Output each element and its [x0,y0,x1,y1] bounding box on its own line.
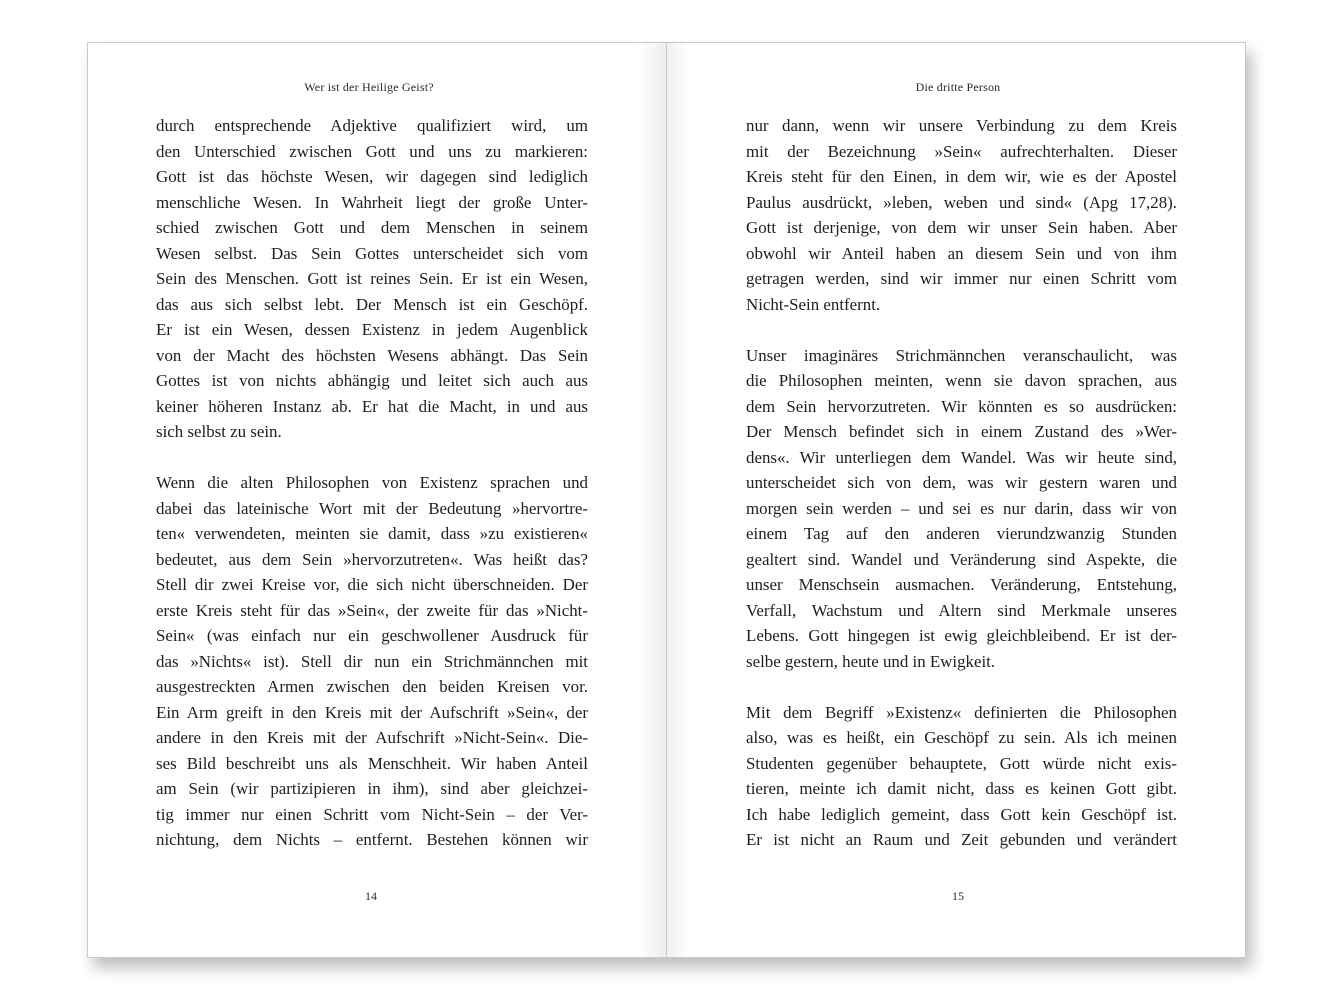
book-spread [87,42,1246,958]
text-line: Studenten gegenüber behauptete, Gott würde nicht exis- [746,753,1177,773]
text-line: sich selbst zu sein. [156,422,282,441]
text-line: getragen werden, sind wir immer nur einen Schritt vom [746,269,1177,288]
text-line: bedeutet, aus dem Sein »hervorzutreten«. Was heißt das? [156,549,588,569]
text-line: also, was es heißt, ein Geschöpf zu sein. Als ich meinen [746,728,1177,747]
text-line: tig immer nur einen Schritt vom Nicht-Sein – der Ver- [156,804,588,824]
text-line: schied zwischen Gott und dem Menschen in seinem [156,218,588,237]
page-body [746,113,1177,853]
text-line: Nicht-Sein entfernt. [746,294,881,314]
left-page [87,42,667,958]
text-line: unterscheidet sich von dem, was wir gestern waren und [746,473,1177,492]
text-line: menschliche Wesen. In Wahrheit liegt der große Unter- [156,192,588,212]
text-line: Paulus ausdrückt, »leben, weben und sind« (Apg 17,28). [746,192,1177,212]
text-line: Unser imaginäres Strichmännchen veranschaulicht, was [746,345,1177,365]
text-line: Wenn die alten Philosophen von Existenz sprachen und [156,473,588,492]
text-line: von der Macht des höchsten Wesens abhängt. Das Sein [156,345,588,365]
text-line: Verfall, Wachstum und Altern sind Merkmale unseres [746,600,1177,620]
text-line: andere in den Kreis mit der Aufschrift »Nicht-Sein«. Die- [156,728,588,747]
text-line: ten« verwendeten, meinten sie damit, dass »zu existieren« [156,524,588,543]
text-line: das »Nichts« ist). Stell dir nun ein Strichmännchen mit [156,651,588,671]
right-page [666,42,1246,958]
text-line: nichtung, dem Nichts – entfernt. Bestehen können wir [156,830,588,849]
text-line: unser Menschsein ausmachen. Veränderung, Entstehung, [746,575,1177,594]
text-line: dens«. Wir unterliegen dem Wandel. Was wir heute sind, [746,447,1177,467]
paragraph-gap [156,445,588,471]
paragraph [746,343,1177,675]
text-line: ausgestreckten Armen zwischen den beiden Kreisen vor. [156,677,588,696]
text-line: gealtert sind. Wandel und Veränderung sind Aspekte, die [746,549,1177,569]
text-line: dabei das lateinische Wort mit der Bedeutung »hervortre- [156,498,588,518]
text-line: selbe gestern, heute und in Ewigkeit. [746,651,996,671]
text-line: erste Kreis steht für das »Sein«, der zweite für das »Nicht- [156,600,588,620]
text-line: dem Sein hervorzutreten. Wir könnten es so ausdrücken: [746,396,1177,416]
text-line: Wesen selbst. Das Sein Gottes unterscheidet sich vom [156,243,588,263]
text-line: mit der Bezeichnung »Sein« aufrechterhalten. Dieser [746,141,1177,161]
text-line: Ein Arm greift in den Kreis mit der Aufschrift »Sein«, der [156,702,588,722]
paragraph [156,113,588,445]
paragraph [746,113,1177,317]
text-line: Stell dir zwei Kreise vor, die sich nicht überschneiden. Der [156,575,588,594]
text-line: Er ist ein Wesen, dessen Existenz in jedem Augenblick [156,320,588,339]
running-head: Die dritte Person [915,80,1001,94]
text-line: Sein« (was einfach nur ein geschwollener Ausdruck für [156,626,588,645]
text-line: morgen sein werden – und sei es nur darin, dass wir von [746,498,1177,518]
page-body [156,113,588,853]
running-head: Wer ist der Heilige Geist? [304,80,434,94]
text-line: obwohl wir Anteil haben an diesem Sein und von ihm [746,243,1177,263]
text-line: Kreis steht für den Einen, in dem wir, wie es der Apostel [746,167,1177,186]
text-line: nur dann, wenn wir unsere Verbindung zu dem Kreis [746,116,1177,135]
paragraph [746,700,1177,853]
gutter-shadow [667,43,689,957]
text-line: keiner höheren Instanz ab. Er hat die Macht, in und aus [156,396,588,416]
text-line: Ich habe lediglich gemeint, dass Gott kein Geschöpf ist. [746,804,1177,824]
paragraph [156,470,588,853]
text-line: am Sein (wir partizipieren in ihm), sind aber gleichzei- [156,779,588,798]
text-line: die Philosophen meinten, wenn sie davon sprachen, aus [746,371,1177,390]
text-line: Gott ist das höchste Wesen, wir dagegen sind lediglich [156,167,588,186]
text-line: Sein des Menschen. Gott ist reines Sein. Er ist ein Wesen, [156,269,588,288]
text-line: Der Mensch befindet sich in einem Zustand des »Wer- [746,422,1177,441]
text-line: Lebens. Gott hingegen ist ewig gleichbleibend. Er ist der- [746,626,1177,645]
paragraph-gap [746,317,1177,343]
page-number: 14 [365,889,377,903]
text-line: Er ist nicht an Raum und Zeit gebunden und verändert [746,830,1177,849]
text-line: einem Tag auf den anderen vierundzwanzig Stunden [746,524,1177,543]
text-line: Gottes ist von nichts abhängig und leitet sich auch aus [156,371,588,390]
text-line: durch entsprechende Adjektive qualifiziert wird, um [156,116,588,135]
text-line: tieren, meinte ich damit nicht, dass es keinen Gott gibt. [746,779,1177,798]
page-number: 15 [952,889,964,903]
text-line: das aus sich selbst lebt. Der Mensch ist ein Geschöpf. [156,294,588,314]
gutter-shadow [638,43,666,957]
paragraph-gap [746,674,1177,700]
text-line: ses Bild beschreibt uns als Menschheit. Wir haben Anteil [156,753,588,773]
text-line: Mit dem Begriff »Existenz« definierten die Philosophen [746,702,1177,722]
text-line: den Unterschied zwischen Gott und uns zu markieren: [156,141,588,161]
text-line: Gott ist derjenige, von dem wir unser Sein haben. Aber [746,218,1177,237]
